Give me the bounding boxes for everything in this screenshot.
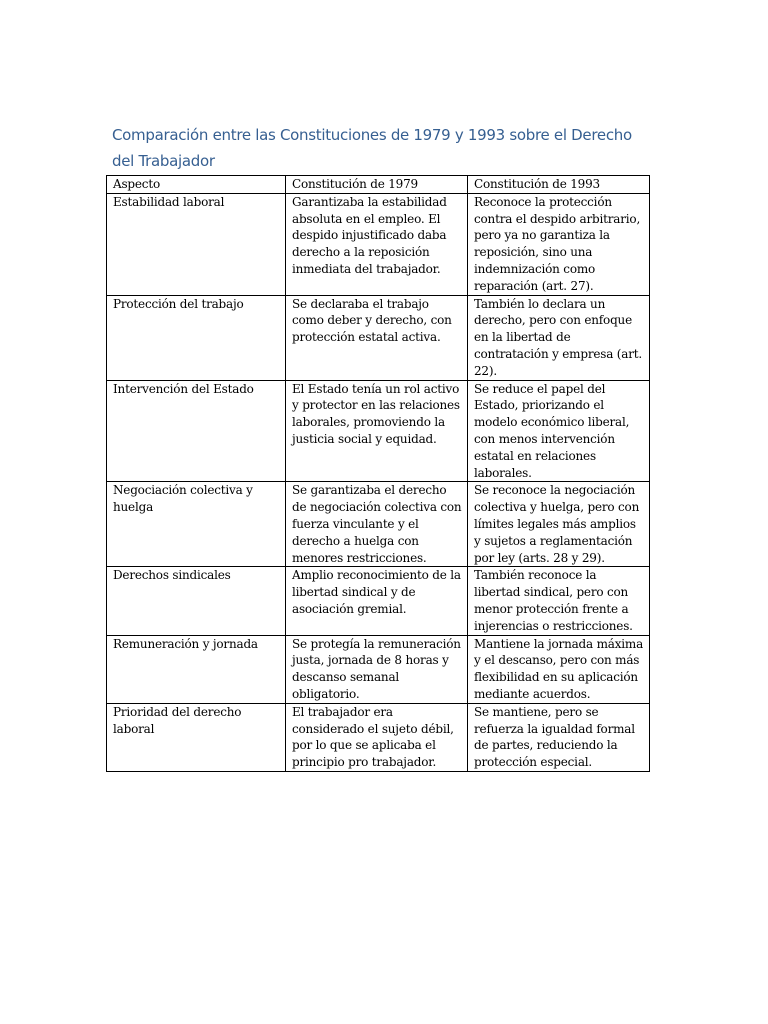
constitution-1993-cell: Se reduce el papel del Estado, priorizando el modelo económico liberal, con menos intervención estatal en relaciones laborales.: [468, 380, 650, 482]
constitution-1979-cell: El Estado tenía un rol activo y protector en las relaciones laborales, promoviendo la justicia social y equidad.: [286, 380, 468, 482]
constitution-1979-cell: Amplio reconocimiento de la libertad sindical y de asociación gremial.: [286, 567, 468, 635]
table-header-row: [107, 176, 650, 194]
aspect-cell: Negociación colectiva y huelga: [107, 482, 286, 567]
comparison-table: [106, 175, 650, 772]
constitution-1993-cell: También lo declara un derecho, pero con enfoque en la libertad de contratación y empresa (art. 22).: [468, 295, 650, 380]
page-title: Comparación entre las Constituciones de 1979 y 1993 sobre el Derecho del Trabajador: [112, 126, 632, 170]
constitution-1993-cell: Reconoce la protección contra el despido arbitrario, pero ya no garantiza la reposición, sino una indemnización como reparación (art. 27).: [468, 193, 650, 295]
constitution-1993-cell: Mantiene la jornada máxima y el descanso, pero con más flexibilidad en su aplicación mediante acuerdos.: [468, 635, 650, 703]
table-row: [107, 482, 650, 567]
constitution-1979-cell: Se declaraba el trabajo como deber y derecho, con protección estatal activa.: [286, 295, 468, 380]
constitution-1979-cell: Garantizaba la estabilidad absoluta en el empleo. El despido injustificado daba derecho a la reposición inmediata del trabajador.: [286, 193, 468, 295]
table-row: [107, 193, 650, 295]
aspect-cell: Estabilidad laboral: [107, 193, 286, 295]
table-row: [107, 567, 650, 635]
aspect-cell: Intervención del Estado: [107, 380, 286, 482]
table-row: [107, 635, 650, 703]
aspect-cell: Protección del trabajo: [107, 295, 286, 380]
table-row: [107, 380, 650, 482]
constitution-1993-cell: También reconoce la libertad sindical, pero con menor protección frente a injerencias o restricciones.: [468, 567, 650, 635]
constitution-1979-cell: Se garantizaba el derecho de negociación colectiva con fuerza vinculante y el derecho a huelga con menores restricciones.: [286, 482, 468, 567]
constitution-1993-cell: Se mantiene, pero se refuerza la igualdad formal de partes, reduciendo la protección especial.: [468, 703, 650, 771]
header-aspect: Aspecto: [107, 176, 286, 194]
table-row: [107, 295, 650, 380]
constitution-1979-cell: Se protegía la remuneración justa, jornada de 8 horas y descanso semanal obligatorio.: [286, 635, 468, 703]
constitution-1993-cell: Se reconoce la negociación colectiva y huelga, pero con límites legales más amplios y sujetos a reglamentación por ley (arts. 28 y 29).: [468, 482, 650, 567]
aspect-cell: Derechos sindicales: [107, 567, 286, 635]
table-row: [107, 703, 650, 771]
aspect-cell: Remuneración y jornada: [107, 635, 286, 703]
constitution-1979-cell: El trabajador era considerado el sujeto débil, por lo que se aplicaba el principio pro trabajador.: [286, 703, 468, 771]
header-1993: Constitución de 1993: [468, 176, 650, 194]
aspect-cell: Prioridad del derecho laboral: [107, 703, 286, 771]
header-1979: Constitución de 1979: [286, 176, 468, 194]
